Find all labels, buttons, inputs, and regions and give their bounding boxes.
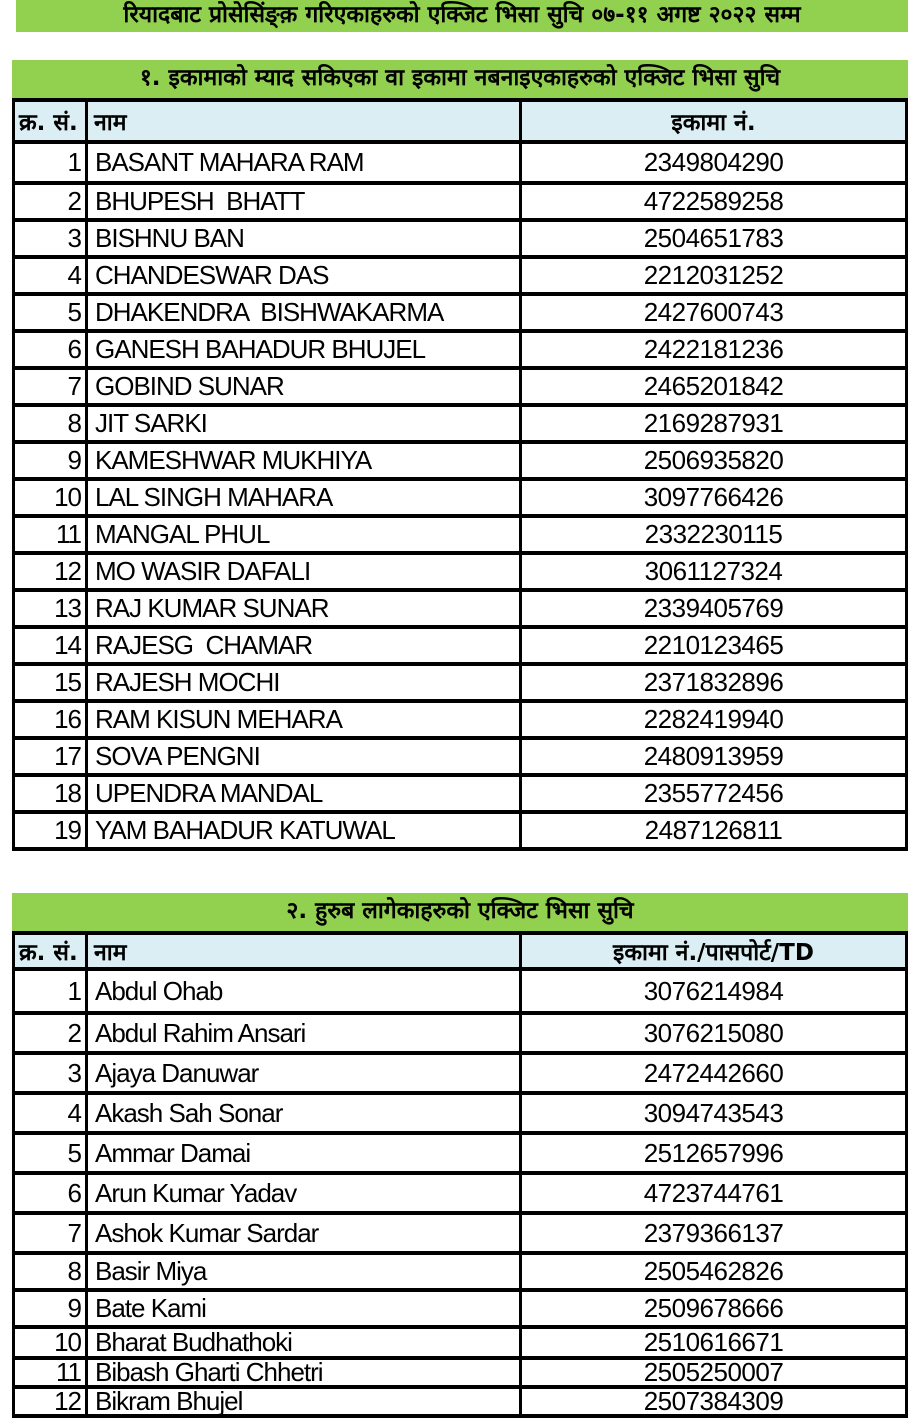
name-cell: DHAKENDRA BISHWAKARMA xyxy=(85,296,519,329)
ikama-number-cell: 2504651783 xyxy=(519,222,905,255)
name-cell: GOBIND SUNAR xyxy=(85,370,519,403)
document-title: रियादबाट प्रोसेसिंङ्क़ गरिएकाहरुको एक्जिट भिसा सुचि ०७-११ अगष्ट २०२२ सम्म xyxy=(123,2,801,28)
ikama-number-cell: 3097766426 xyxy=(519,481,905,514)
table2 xyxy=(12,931,908,1418)
ikama-number-cell: 2472442660 xyxy=(519,1055,905,1091)
table-row xyxy=(15,514,905,551)
serial-number-cell: 1 xyxy=(67,975,81,1006)
table1-header-number: इकामा नं. xyxy=(519,102,905,140)
serial-number-cell: 4 xyxy=(67,260,81,290)
table2-header-number: इकामा नं./पासपोर्ट/TD xyxy=(519,935,905,967)
serial-number-cell: 7 xyxy=(67,1217,81,1248)
table-row xyxy=(15,403,905,440)
serial-number-cell: 8 xyxy=(67,1256,81,1286)
ikama-number-cell: 2212031252 xyxy=(519,259,905,292)
table-row xyxy=(15,1211,905,1251)
serial-number-cell: 3 xyxy=(67,1057,81,1088)
name-cell: Bikram Bhujel xyxy=(85,1389,519,1414)
table-row xyxy=(15,662,905,699)
name-cell: JIT SARKI xyxy=(85,407,519,440)
name-cell: Akash Sah Sonar xyxy=(85,1095,519,1131)
name-cell: BHUPESH BHATT xyxy=(85,185,519,218)
serial-number-cell: 5 xyxy=(67,1137,81,1168)
serial-number-cell: 11 xyxy=(56,1360,81,1385)
name-cell: SOVA PENGNI xyxy=(85,740,519,773)
table-row xyxy=(15,292,905,329)
name-cell: RAJ KUMAR SUNAR xyxy=(85,592,519,625)
serial-number-cell: 18 xyxy=(54,778,81,808)
name-cell: MO WASIR DAFALI xyxy=(85,555,519,588)
table-row xyxy=(15,699,905,736)
serial-number-cell: 16 xyxy=(54,704,81,734)
ikama-number-cell: 2507384309 xyxy=(519,1389,905,1414)
serial-number-cell: 3 xyxy=(67,223,81,253)
name-cell: Ajaya Danuwar xyxy=(85,1055,519,1091)
ikama-number-cell: 2509678666 xyxy=(519,1292,905,1325)
ikama-number-cell: 2505462826 xyxy=(519,1255,905,1288)
ikama-number-cell: 2339405769 xyxy=(519,592,905,625)
table-row xyxy=(15,588,905,625)
table1-header-row xyxy=(15,102,905,144)
ikama-number-cell: 3061127324 xyxy=(519,555,905,588)
serial-number-cell: 11 xyxy=(56,519,81,549)
ikama-number-cell: 2512657996 xyxy=(519,1135,905,1171)
serial-number-cell: 4 xyxy=(67,1097,81,1128)
table-row xyxy=(15,1325,905,1356)
table-row xyxy=(15,1288,905,1325)
ikama-number-cell: 2487126811 xyxy=(519,814,905,847)
ikama-number-cell: 2355772456 xyxy=(519,777,905,810)
ikama-number-cell: 3076214984 xyxy=(519,971,905,1011)
table2-header-serial: क्र. सं. xyxy=(19,940,78,966)
ikama-number-cell: 2427600743 xyxy=(519,296,905,329)
name-cell: KAMESHWAR MUKHIYA xyxy=(85,444,519,477)
table-row xyxy=(15,144,905,181)
table2-title-bar xyxy=(12,893,908,931)
name-cell: GANESH BAHADUR BHUJEL xyxy=(85,333,519,366)
table1-header-serial: क्र. सं. xyxy=(19,110,78,136)
serial-number-cell: 5 xyxy=(67,297,81,327)
serial-number-cell: 9 xyxy=(67,1293,81,1323)
table-row xyxy=(15,181,905,218)
table-row xyxy=(15,1011,905,1051)
table-row xyxy=(15,1251,905,1288)
table-row xyxy=(15,440,905,477)
name-cell: RAM KISUN MEHARA xyxy=(85,703,519,736)
serial-number-cell: 15 xyxy=(54,667,81,697)
serial-number-cell: 2 xyxy=(67,1017,81,1048)
ikama-number-cell: 2480913959 xyxy=(519,740,905,773)
table-row xyxy=(15,773,905,810)
serial-number-cell: 17 xyxy=(54,741,81,771)
ikama-number-cell: 2510616671 xyxy=(519,1329,905,1356)
name-cell: Ashok Kumar Sardar xyxy=(85,1215,519,1251)
ikama-number-cell: 2210123465 xyxy=(519,629,905,662)
serial-number-cell: 12 xyxy=(54,1389,81,1414)
table2-header-row xyxy=(15,935,905,971)
serial-number-cell: 19 xyxy=(54,815,81,845)
serial-number-cell: 13 xyxy=(54,593,81,623)
name-cell: RAJESG CHAMAR xyxy=(85,629,519,662)
table1-title: १. इकामाको म्याद सकिएका वा इकामा नबनाइएकाहरुको एक्जिट भिसा सुचि xyxy=(139,65,781,91)
ikama-number-cell: 2505250007 xyxy=(519,1360,905,1385)
table-row xyxy=(15,625,905,662)
table-row xyxy=(15,477,905,514)
serial-number-cell: 2 xyxy=(67,186,81,216)
ikama-number-cell: 2379366137 xyxy=(519,1215,905,1251)
serial-number-cell: 10 xyxy=(54,482,81,512)
name-cell: LAL SINGH MAHARA xyxy=(85,481,519,514)
table-row xyxy=(15,736,905,773)
table-row xyxy=(15,1051,905,1091)
name-cell: Arun Kumar Yadav xyxy=(85,1175,519,1211)
ikama-number-cell: 4723744761 xyxy=(519,1175,905,1211)
table1-title-bar xyxy=(12,60,908,98)
table-row xyxy=(15,1131,905,1171)
ikama-number-cell: 2169287931 xyxy=(519,407,905,440)
ikama-number-cell: 2282419940 xyxy=(519,703,905,736)
name-cell: UPENDRA MANDAL xyxy=(85,777,519,810)
table-row xyxy=(15,1356,905,1385)
name-cell: RAJESH MOCHI xyxy=(85,666,519,699)
name-cell: BISHNU BAN xyxy=(85,222,519,255)
section-hurub xyxy=(12,893,908,1418)
table-row xyxy=(15,329,905,366)
name-cell: MANGAL PHUL xyxy=(85,518,519,551)
table2-body xyxy=(15,971,905,1414)
name-cell: Abdul Rahim Ansari xyxy=(85,1015,519,1051)
ikama-number-cell: 3076215080 xyxy=(519,1015,905,1051)
table1 xyxy=(12,98,908,851)
table-row xyxy=(15,218,905,255)
ikama-number-cell: 2371832896 xyxy=(519,666,905,699)
serial-number-cell: 6 xyxy=(67,1177,81,1208)
serial-number-cell: 6 xyxy=(67,334,81,364)
table1-body xyxy=(15,144,905,847)
table-row xyxy=(15,1385,905,1414)
name-cell: CHANDESWAR DAS xyxy=(85,259,519,292)
name-cell: Basir Miya xyxy=(85,1255,519,1288)
table2-header-name: नाम xyxy=(85,935,519,967)
name-cell: Ammar Damai xyxy=(85,1135,519,1171)
serial-number-cell: 8 xyxy=(67,408,81,438)
ikama-number-cell: 2349804290 xyxy=(519,144,905,181)
document-title-bar xyxy=(16,0,908,32)
name-cell: Abdul Ohab xyxy=(85,971,519,1011)
serial-number-cell: 10 xyxy=(54,1329,81,1356)
ikama-number-cell: 2465201842 xyxy=(519,370,905,403)
ikama-number-cell: 2332230115 xyxy=(519,518,905,551)
ikama-number-cell: 4722589258 xyxy=(519,185,905,218)
table-row xyxy=(15,255,905,292)
ikama-number-cell: 2422181236 xyxy=(519,333,905,366)
table-row xyxy=(15,810,905,847)
serial-number-cell: 9 xyxy=(67,445,81,475)
serial-number-cell: 14 xyxy=(54,630,81,660)
name-cell: Bate Kami xyxy=(85,1292,519,1325)
table2-title: २. हुरुब लागेकाहरुको एक्जिट भिसा सुचि xyxy=(286,898,634,924)
name-cell: BASANT MAHARA RAM xyxy=(85,144,519,181)
name-cell: Bharat Budhathoki xyxy=(85,1329,519,1356)
table-row xyxy=(15,551,905,588)
table-row xyxy=(15,1171,905,1211)
serial-number-cell: 1 xyxy=(67,147,81,177)
table-row xyxy=(15,1091,905,1131)
name-cell: Bibash Gharti Chhetri xyxy=(85,1360,519,1385)
section-ikama-expired xyxy=(12,60,908,851)
name-cell: YAM BAHADUR KATUWAL xyxy=(85,814,519,847)
table1-header-name: नाम xyxy=(85,102,519,140)
serial-number-cell: 7 xyxy=(67,371,81,401)
table-row xyxy=(15,971,905,1011)
ikama-number-cell: 3094743543 xyxy=(519,1095,905,1131)
ikama-number-cell: 2506935820 xyxy=(519,444,905,477)
table-row xyxy=(15,366,905,403)
serial-number-cell: 12 xyxy=(54,556,81,586)
